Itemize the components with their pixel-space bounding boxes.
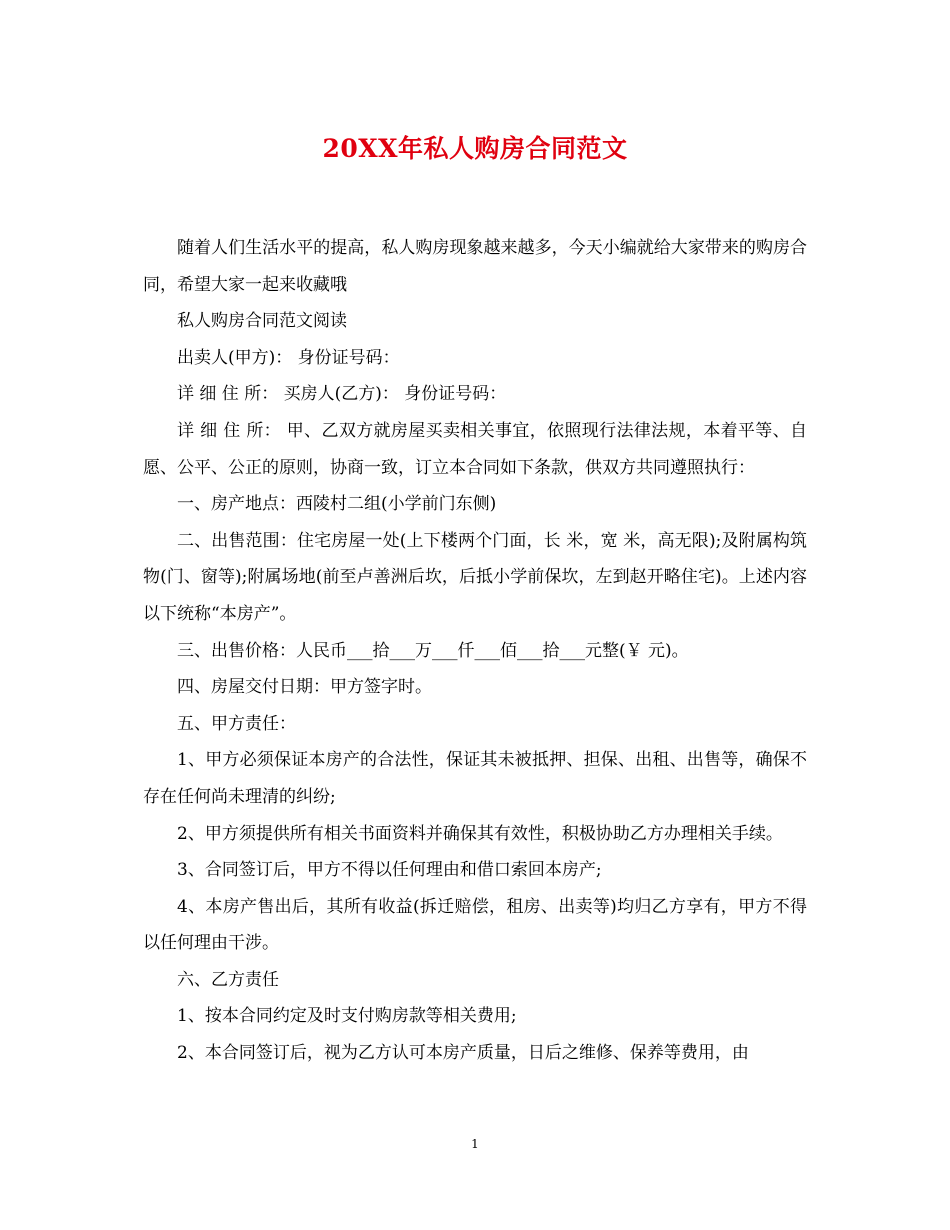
clause-delivery: 四、房屋交付日期：甲方签字时。: [177, 677, 432, 698]
page-number: 1: [471, 1137, 479, 1151]
party-a-item-1: 1、甲方必须保证本房产的合法性，保证其未被抵押、担保、出租、出售等，确保不存在任何尚未理清的纠纷;: [143, 750, 807, 807]
party-a-item-2: 2、甲方须提供所有相关书面资料并确保其有效性，积极协助乙方办理相关手续。: [177, 823, 783, 844]
party-b-item-1: 1、按本合同约定及时支付购房款等相关费用;: [177, 1006, 517, 1027]
clause-location: 一、房产地点：西陵村二组(小学前门东侧): [177, 494, 497, 515]
party-b-item-2: 2、本合同签订后，视为乙方认可本房产质量，日后之维修、保养等费用，由: [177, 1043, 749, 1064]
paragraph-preamble: 详 细 住 所： 甲、乙双方就房屋买卖相关事宜，依照现行法律法规，本着平等、自愿、公平、公正的原则，协商一致，订立本合同如下条款，供双方共同遵照执行：: [143, 420, 807, 478]
paragraph-heading: 私人购房合同范文阅读: [177, 311, 347, 332]
clause-party-a-heading: 五、甲方责任：: [177, 713, 296, 734]
document-title: 20XX年私人购房合同范文: [322, 134, 628, 163]
party-a-item-4: 4、本房产售出后，其所有收益(拆迁赔偿，租房、出卖等)均归乙方享有，甲方不得以任何理由干涉。: [143, 896, 807, 954]
paragraph-seller: 出卖人(甲方)： 身份证号码：: [177, 347, 400, 368]
party-a-item-3: 3、合同签订后，甲方不得以任何理由和借口索回本房产;: [177, 860, 602, 881]
clause-party-b-heading: 六、乙方责任: [177, 969, 279, 990]
paragraph-buyer: 详 细 住 所： 买房人(乙方)： 身份证号码：: [177, 384, 507, 405]
paragraph-intro: 随着人们生活水平的提高，私人购房现象越来越多，今天小编就给大家带来的购房合同，希望大家一起来收藏哦: [143, 238, 807, 295]
clause-price: 三、出售价格：人民币___拾___万___仟___佰___拾___元整(￥ 元)。: [177, 640, 689, 661]
clause-scope: 二、出售范围：住宅房屋一处(上下楼两个门面，长 米，宽 米，高无限);及附属构筑物(门、窗等);附属场地(前至卢善洲后坎，后抵小学前保坎，左到赵开略住宅)。上述内容以下统称“本房产”。: [143, 530, 807, 624]
document-body: [143, 230, 807, 1072]
